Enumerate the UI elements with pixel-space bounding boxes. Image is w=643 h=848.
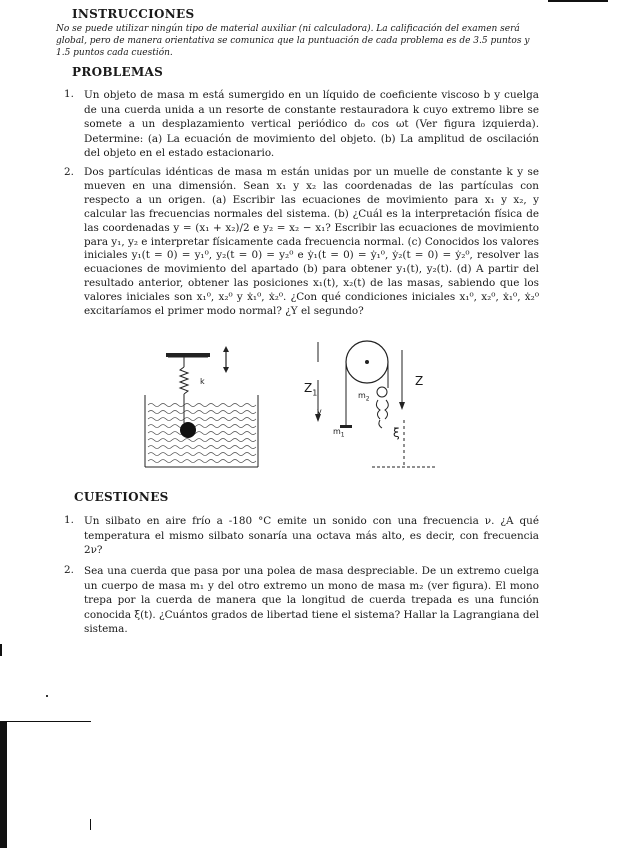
- problem-2-number: 2.: [64, 166, 74, 178]
- monkey: [376, 387, 388, 428]
- mass-ball: [180, 422, 196, 438]
- problem-1-number: 1.: [64, 88, 74, 100]
- problem-1-text: Un objeto de masa m está sumergido en un líquido de coeficiente viscoso b y cuelga de una cuerda unida a un resorte de constante restauradora k cuyo extremo libre se somete a un desplazamiento vertical periódico d₀ cos ωt (Ver figura izquierda). Determine: (a) La ecuación de movimiento del objeto. (b) La amplitud de oscilación del objeto en el estado estacionario.: [84, 89, 539, 160]
- margin-dot: [46, 695, 48, 697]
- margin-tick-left: [0, 644, 2, 656]
- label-xi: ξ: [393, 426, 400, 440]
- questions-heading: CUESTIONES: [74, 490, 169, 504]
- label-m2-main: m: [358, 391, 366, 400]
- top-edge-mark: [548, 0, 608, 2]
- problems-heading: PROBLEMAS: [72, 65, 164, 79]
- footer-rule: [0, 721, 91, 722]
- label-m1: [333, 427, 345, 439]
- figure-left-spring-label: k: [200, 377, 205, 386]
- ceiling-bar: [166, 353, 210, 357]
- spring: [180, 367, 188, 394]
- instructions-heading: INSTRUCCIONES: [72, 7, 195, 21]
- label-z1-sub: 1: [312, 388, 318, 398]
- label-m2-sub: 2: [365, 395, 370, 403]
- problem-2-text: Dos partículas idénticas de masa m están unidas por un muelle de constante k y se mueven en una dimensión. Sean x₁ y x₂ las coordenadas de las partículas con respecto a un origen. (a) Escribir las ecuaciones de movimiento para x₁ y x₂, y calcular las frecuencias normales del sistema. (b) ¿Cuál es la interpretación física de las coordenadas y = (x₁ + x₂)/2 e y₂ = x₂ − x₁? Escribir las ecuaciones de movimiento para y₁, y₂ e interpretar físicamente cada frecuencia normal. (c) Conocidos los valores iniciales y₁(t = 0) = y₁⁰, y₂(t = 0) = y₂⁰ e ẏ₁(t = 0) = ẏ₁⁰, ẏ₂(t = 0) = ẏ₂⁰, resolver las ecuaciones de movimiento del apartado (b) para obtener y₁(t), y₂(t). (d) A partir del resultado anterior, obtener las posiciones x₁(t), x₂(t) de las masas, sabiendo que los valores iniciales son x₁⁰, x₂⁰ y ẋ₁⁰, ẋ₂⁰. ¿Con qué condiciones iniciales x₁⁰, x₂⁰, ẋ₁⁰, ẋ₂⁰ excitaríamos el primer modo normal? ¿Y el segundo?: [84, 166, 540, 318]
- label-z: Z: [415, 374, 424, 388]
- liquid-waves: [148, 404, 256, 463]
- label-z1-main: Z: [304, 381, 313, 395]
- question-2-text: Sea una cuerda que pasa por una polea de masa despreciable. De un extremo cuelga un cuerpo de masa m₁ y del otro extremo un mono de masa m₂ (ver figura). El mono trepa por la cuerda de manera que la longitud de cuerda trepada es una función conocida ξ(t). ¿Cuántos grados de libertad tiene el sistema? Hallar la Lagrangiana del sistema.: [84, 565, 539, 636]
- figure-left: [140, 345, 265, 470]
- figure-right: [300, 340, 440, 470]
- label-m1-main: m: [333, 427, 341, 436]
- label-m2: [358, 391, 370, 403]
- label-m1-sub: 1: [340, 431, 345, 439]
- question-1-number: 1.: [64, 514, 74, 526]
- footer-tick: [90, 819, 91, 830]
- instructions-text: No se puede utilizar ningún tipo de material auxiliar (ni calculadora). La calificación del examen será global, pero de manera orientativa se comunica que la puntuación de cada problema es de 3.5 puntos y 1.5 puntos cada cuestión.: [56, 24, 530, 58]
- question-2-number: 2.: [64, 564, 74, 576]
- footer-black-bar: [0, 722, 7, 848]
- question-1-text: Un silbato en aire frío a -180 °C emite un sonido con una frecuencia ν. ¿A qué temperatura el mismo silbato sonaría una octava más alto, es decir, con frecuencia 2ν?: [84, 515, 539, 557]
- label-z1: [304, 381, 317, 397]
- label-v: v: [317, 407, 322, 416]
